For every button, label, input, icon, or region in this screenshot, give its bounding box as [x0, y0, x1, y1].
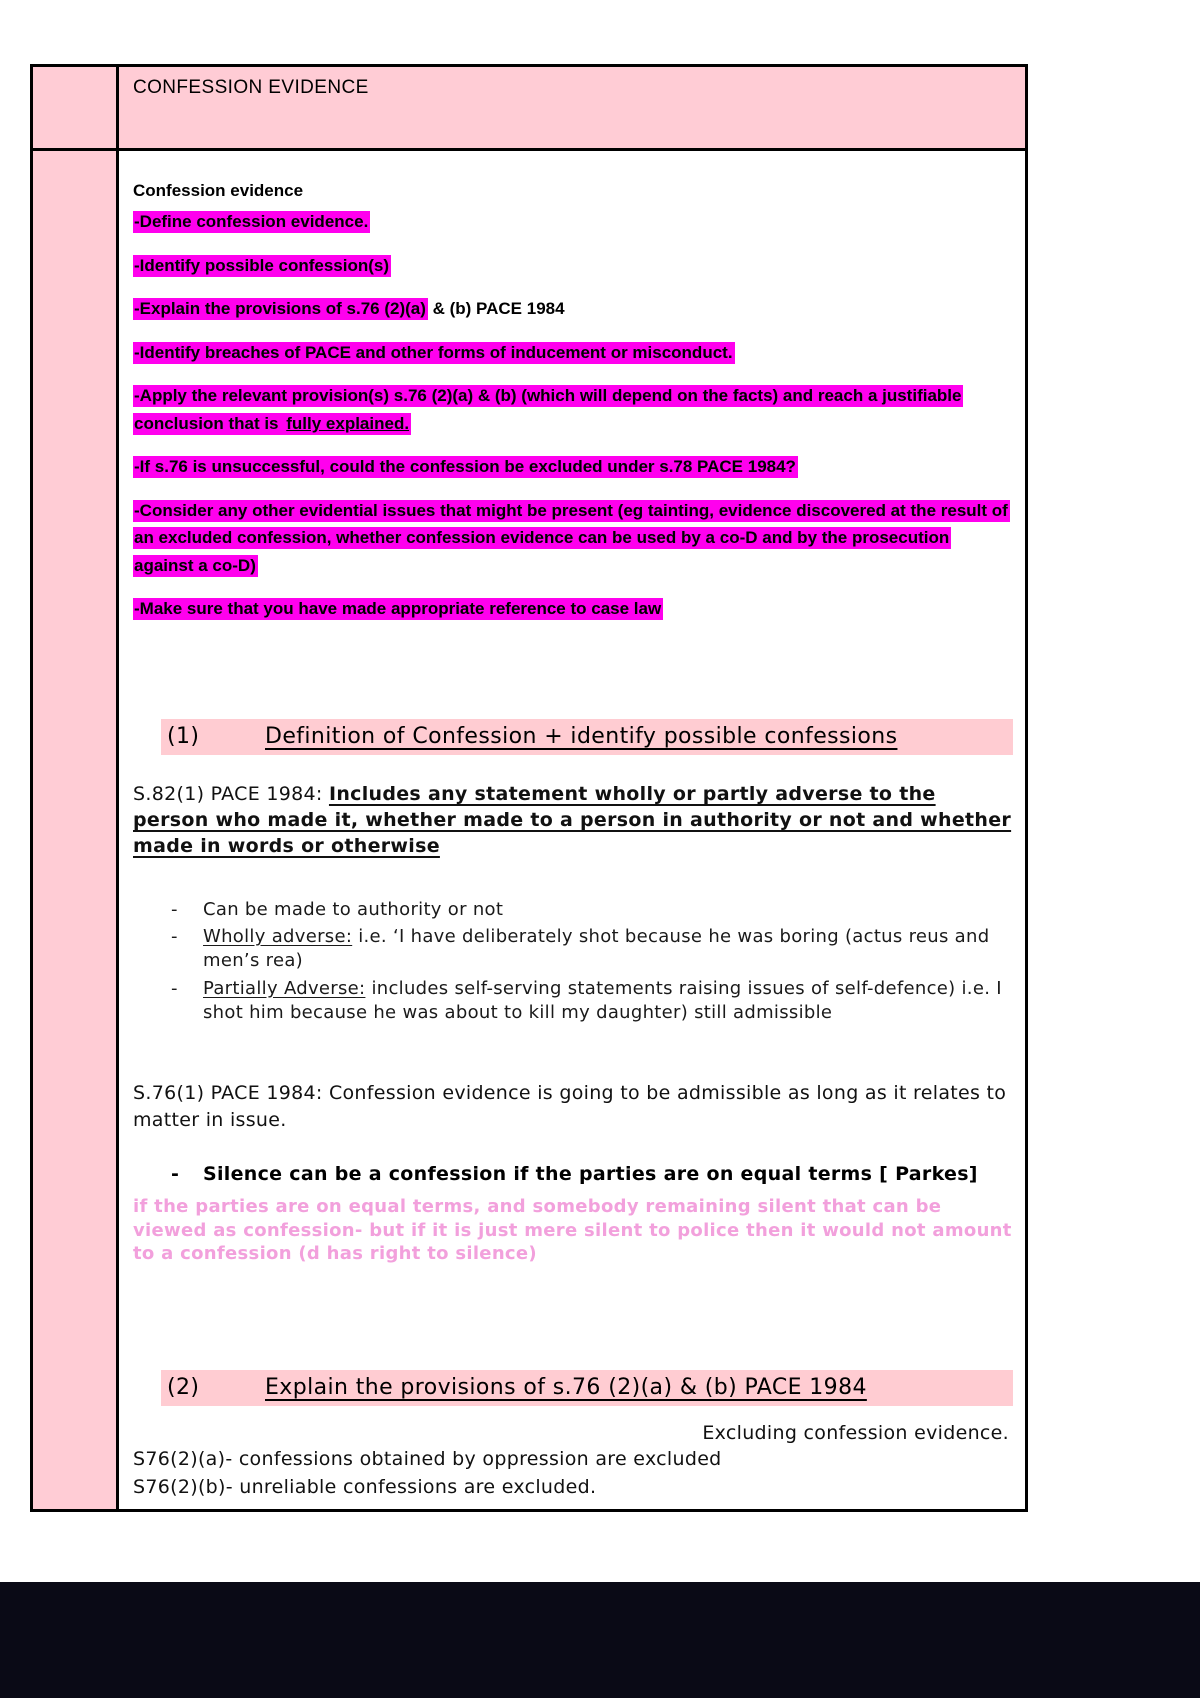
s76-2b-line: S76(2)(b)- unreliable confessions are excluded. — [133, 1476, 597, 1499]
s82-bold-underlined: Includes any statement wholly or partly adverse to the person who made it, whether made to a person in authority or not and whether made in words or otherwise — [133, 782, 1012, 858]
s82-paragraph — [133, 781, 1013, 860]
header-title-cell — [119, 67, 1025, 148]
objective-item — [133, 453, 1013, 481]
objective-item — [133, 339, 1013, 367]
highlighted-text: -Explain the provisions of s.76 (2)(a) — [134, 299, 426, 319]
excluding-note: Excluding confession evidence. — [702, 1421, 1009, 1444]
body-main-cell — [119, 151, 1025, 1509]
objective-item — [133, 595, 1013, 623]
s82-prefix: S.82(1) PACE 1984: — [133, 782, 329, 805]
body-left-cell — [33, 151, 119, 1509]
section-2-heading — [161, 1370, 1013, 1406]
section-1-title: Definition of Confession + identify possible confessions — [265, 723, 898, 749]
body-row — [33, 151, 1025, 1509]
header-left-cell — [33, 67, 119, 148]
header-row — [33, 67, 1025, 151]
objective-item — [133, 382, 1013, 437]
highlighted-text: -Apply the relevant provision(s) s.76 (2)(a) & (b) (which will depend on the facts) and reach a justifiable conclusion that is — [134, 386, 962, 433]
footer-bar — [0, 1582, 1200, 1698]
section-2-number: (2) — [167, 1374, 200, 1400]
bullet-lead-underlined: Wholly adverse: — [203, 925, 353, 947]
objective-item — [133, 252, 1013, 280]
definition-bullet-list — [203, 898, 1013, 1026]
section-2-heading-band — [161, 1370, 1013, 1406]
highlighted-underlined-text: fully explained. — [286, 413, 410, 433]
bullet-text: i.e. ‘I have deliberately shot because he was boring (actus reus and men’s rea) — [203, 925, 990, 972]
bullet-text: includes self-serving statements raising issues of self-defence) i.e. I shot him because he was about to kill my daughter) still admissible — [203, 977, 1002, 1024]
document-table — [30, 64, 1028, 1512]
silence-bullet-list — [203, 1162, 1013, 1188]
bullet-lead-underlined: Partially Adverse: — [203, 977, 366, 999]
page-title: CONFESSION EVIDENCE — [133, 77, 369, 98]
s76-2a-line: S76(2)(a)- confessions obtained by oppression are excluded — [133, 1447, 722, 1470]
section-2-title: Explain the provisions of s.76 (2)(a) & (b) PACE 1984 — [265, 1374, 867, 1400]
s76-paragraph: S.76(1) PACE 1984: Confession evidence is going to be admissible as long as it relates to matter in issue. — [133, 1081, 1007, 1131]
objective-item — [133, 295, 1013, 323]
list-item — [203, 977, 1013, 1026]
highlighted-text: -Consider any other evidential issues that might be present (eg tainting, evidence discovered at the result of an excluded confession, whether confession evidence can be used by a co-D and by the prosecution against a co-D) — [134, 500, 1008, 575]
list-item — [203, 898, 1013, 922]
highlighted-text: -Identify breaches of PACE and other forms of inducement or misconduct. — [134, 342, 733, 362]
objectives-title: Confession evidence — [133, 181, 304, 200]
highlighted-text: -If s.76 is unsuccessful, could the confession be excluded under s.78 PACE 1984? — [134, 457, 796, 477]
bullet-text: Can be made to authority or not — [203, 898, 504, 920]
silence-bullet-text: Silence can be a confession if the parties are on equal terms [ Parkes] — [203, 1162, 978, 1185]
objective-item — [133, 497, 1013, 580]
list-item — [203, 1162, 1013, 1188]
plain-text: & (b) PACE 1984 — [427, 299, 565, 319]
section-1-heading-band — [161, 719, 1013, 755]
highlighted-text: -Identify possible confession(s) — [134, 255, 390, 275]
pink-annotation-note: if the parties are on equal terms, and somebody remaining silent that can be viewed as confession- but if it is just mere silent to police then it would not amount to a confession (d has right to silence) — [133, 1196, 1012, 1265]
highlighted-text: -Make sure that you have made appropriate reference to case law — [134, 599, 662, 619]
section-1-number: (1) — [167, 723, 200, 749]
list-item — [203, 925, 1013, 974]
objective-item — [133, 208, 1013, 236]
highlighted-text: -Define confession evidence. — [134, 212, 369, 231]
section-1-heading — [161, 719, 1013, 755]
